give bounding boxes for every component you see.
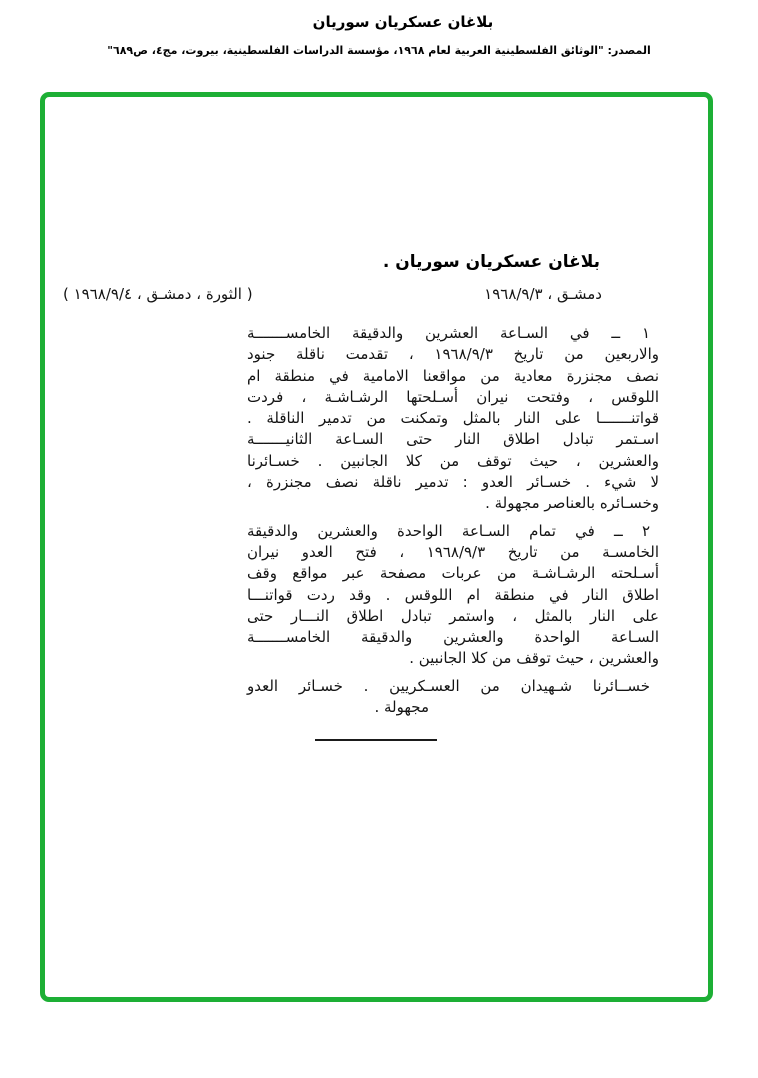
text-line: والعشرين ، حيث توقف من كلا الجانبين . xyxy=(409,649,659,668)
paragraph xyxy=(247,521,659,670)
page-title: بلاغان عسكريان سوريان xyxy=(312,13,494,31)
end-rule xyxy=(315,739,437,741)
source-citation: المصدر: "الوثائق الفلسطينية العربية لعام ١٩٦٨، مؤسسة الدراسات الفلسطينية، بيروت، مج٤، ص٦٨٩" xyxy=(107,44,651,57)
text-line: الخامسـة من تاريخ ١٩٦٨/٩/٣ ، فتح العدو نيران xyxy=(247,542,659,561)
paragraph xyxy=(247,676,659,719)
dateline-damascus: دمشـق ، ١٩٦٨/٩/٣ xyxy=(484,285,602,303)
paragraph xyxy=(247,323,659,515)
text-line: ١ ــ في السـاعة العشرين والدقيقة الخامســـــــة xyxy=(247,324,650,342)
dateline-newspaper: ( الثورة ، دمشـق ، ١٩٦٨/٩/٤ ) xyxy=(63,285,253,303)
document-frame xyxy=(40,92,713,1002)
document-body xyxy=(247,323,659,724)
text-line: قواتنـــــــا على النار بالمثل وتمكنت من تدمير الناقلة . xyxy=(247,409,659,428)
text-line: اسـتمر تبادل اطلاق النار حتى السـاعة الثانيـــــــة xyxy=(247,430,659,449)
text-line: والاربعين من تاريخ ١٩٦٨/٩/٣ ، تقدمت ناقلة جنود xyxy=(247,345,660,364)
text-line: لا شيء . خسـائر العدو : تدمير ناقلة نصف مجنزرة ، xyxy=(247,473,659,492)
document-heading: بلاغان عسكريان سوريان . xyxy=(382,252,600,272)
dateline-row xyxy=(63,285,602,303)
text-line: خســائرنا شـهيدان من العسـكريين . خسـائر العدو xyxy=(247,676,650,695)
text-line: وخسـائره بالعناصر مجهولة . xyxy=(485,494,659,513)
text-line: السـاعة الواحدة والعشرين والدقيقة الخامســـــــة xyxy=(247,628,659,647)
text-line: أسـلحته الرشـاشـة من عربات مصفحة عبر مواقع وقف xyxy=(247,564,659,583)
text-line: ٢ ــ في تمام السـاعة الواحدة والعشرين والدقيقة xyxy=(247,521,650,540)
text-line: اطلاق النار في منطقة ام اللوقس . وقد ردت قواتنـــا xyxy=(247,585,659,604)
text-line: على النار بالمثل ، واستمر تبادل اطلاق النـــار حتى xyxy=(247,606,659,625)
text-line: نصف مجنزرة معادية من مواقعنا الامامية في منطقة ام xyxy=(247,366,659,385)
text-line: مجهولة . xyxy=(374,698,429,717)
text-line: اللوقس ، وفتحت نيران أسـلحتها الرشـاشـة ، فردت xyxy=(247,387,659,406)
text-line: والعشرين ، حيث توقف من كلا الجانبين . خسـائرنا xyxy=(247,451,659,470)
